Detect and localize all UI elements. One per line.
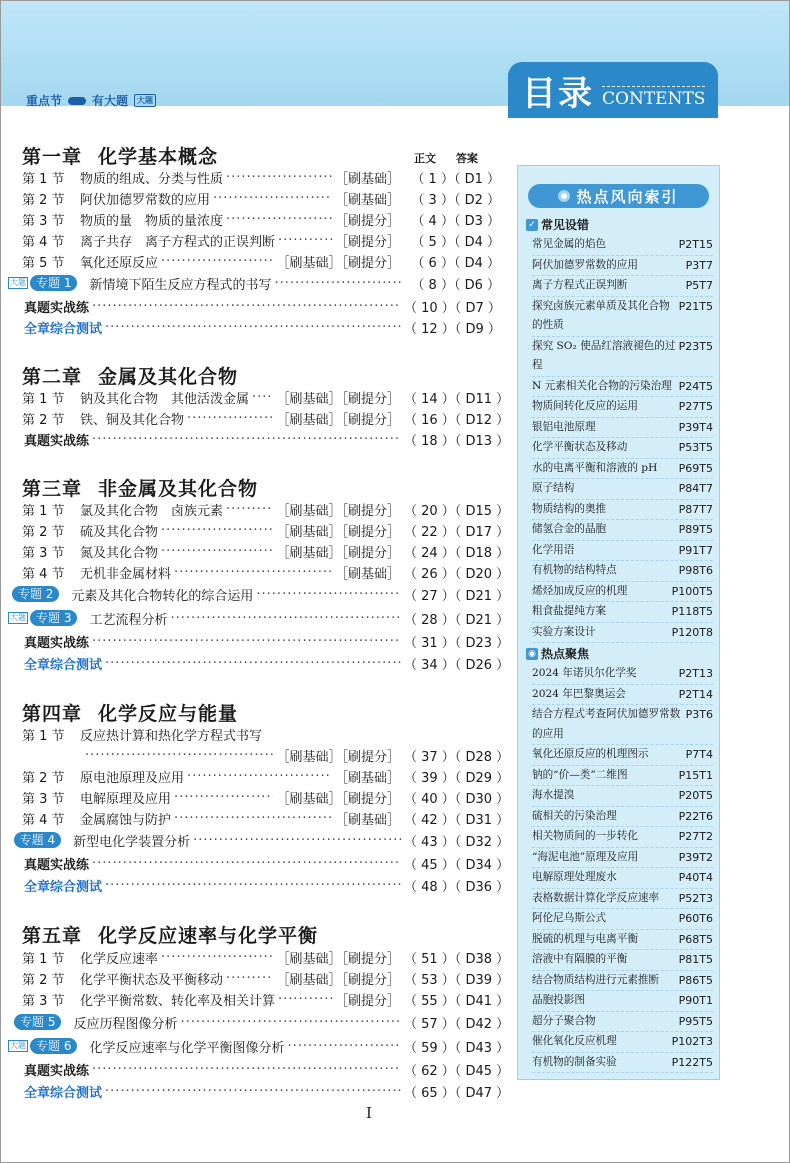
hot-item[interactable] <box>532 337 713 377</box>
hot-item[interactable] <box>532 685 713 706</box>
hot-item[interactable] <box>532 889 713 910</box>
hot-item-title: 化学用语 <box>532 543 575 556</box>
hot-item[interactable] <box>532 786 713 807</box>
hot-item[interactable] <box>532 807 713 828</box>
chapter-heading: 第四章 化学反应与能量 <box>22 703 239 725</box>
hot-item[interactable] <box>532 235 713 256</box>
hot-item-title: “海泥电池”原理及应用 <box>532 850 639 863</box>
bullet-icon <box>558 190 570 202</box>
hot-item[interactable] <box>532 745 713 766</box>
hot-list-focus <box>532 664 713 1073</box>
hot-item-page: P15T1 <box>678 768 713 782</box>
toc-row-special[interactable]: 大题 专题 6 化学反应速率与化学平衡图像分析 ····· （ 59 ）（ D43 ） <box>8 1037 500 1055</box>
hot-item-page: P118T5 <box>671 605 713 618</box>
big-badge-icon: 大题 <box>10 613 26 622</box>
page-number: I <box>366 1104 372 1122</box>
hot-item-title: 储氢合金的晶胞 <box>532 523 607 535</box>
hot-item[interactable] <box>532 479 713 500</box>
col-daan: 答案 <box>455 152 478 165</box>
hot-item-title: 阿伦尼乌斯公式 <box>532 912 607 924</box>
hot-item-title: 电解原理处理废水 <box>532 871 617 883</box>
toc-row[interactable]: 第 2 节 阿伏加德罗常数的应用 ····· ［刷基础］ （ 3 ）（ D2 ） <box>22 189 500 207</box>
chapter-heading: 第一章 化学基本概念 <box>22 146 219 168</box>
hot-item-page: P39T4 <box>678 420 713 434</box>
toc-row[interactable]: 第 3 节 电解原理及应用 ····· ［刷基础］［刷提分］ （ 40 ）（ D30 ） <box>22 788 500 806</box>
hot-item-title: 相关物质间的一步转化 <box>532 830 638 842</box>
hot-item[interactable] <box>532 377 713 398</box>
toc-row-real[interactable]: 真题实战练 ····· （ 18 ）（ D13 ） <box>22 430 500 448</box>
hot-item-page: P91T7 <box>678 543 713 557</box>
hot-item-page: P60T6 <box>678 912 713 925</box>
key-section-label: 重点节 <box>26 94 63 108</box>
hot-item-title: 氧化还原反应的机理图示 <box>532 748 649 760</box>
hot-item-title: 阿伏加德罗常数的应用 <box>532 258 638 271</box>
hot-item[interactable] <box>532 1012 713 1033</box>
hot-item-page: P23T5 <box>678 339 713 353</box>
hot-item-page: P89T5 <box>678 523 713 536</box>
hot-item[interactable] <box>532 520 713 541</box>
hot-item[interactable] <box>532 276 713 297</box>
hot-item[interactable] <box>532 561 713 582</box>
hot-list-common-errors <box>532 235 713 643</box>
toc-row[interactable]: 第 1 节 钠及其化合物 其他活泼金属 ····· ［刷基础］［刷提分］ （ 14 ）（ D11 ） <box>22 388 500 406</box>
hot-item[interactable] <box>532 909 713 930</box>
hot-item[interactable] <box>532 500 713 521</box>
hot-item-title: 物质间转化反应的运用 <box>532 400 638 412</box>
big-badge-icon: 大题 <box>10 278 26 287</box>
hot-item-page: P27T2 <box>678 830 713 843</box>
check-icon: ✓ <box>526 219 538 231</box>
toc-row-special[interactable]: 专题 2 元素及其化合物转化的综合运用 ····· （ 27 ）（ D21 ） <box>8 585 500 603</box>
logo-cn: 目录 <box>522 73 594 114</box>
hot-item[interactable] <box>532 459 713 480</box>
hot-item[interactable] <box>532 541 713 562</box>
hot-item-page: P90T1 <box>678 994 713 1007</box>
hot-item[interactable] <box>532 582 713 603</box>
sidebar-title: 热点风向索引 <box>528 184 709 208</box>
hot-item-page: P87T7 <box>678 502 713 516</box>
hot-item-title: 常见金属的焰色 <box>532 238 607 250</box>
hot-item-title: 钠的“价—类”二维图 <box>532 768 628 781</box>
hot-item[interactable] <box>532 705 713 745</box>
hot-item-page: P27T5 <box>678 400 713 413</box>
hot-item-title: 探究卤族元素单质及其化合物的性质 <box>532 299 670 331</box>
hot-item-page: P21T5 <box>678 299 713 313</box>
hot-item-title: 催化氧化反应机理 <box>532 1035 617 1047</box>
toc-row-real[interactable]: 真题实战练 ····· （ 45 ）（ D34 ） <box>22 854 500 872</box>
hot-item-page: P24T5 <box>678 379 713 393</box>
hot-item[interactable] <box>532 971 713 992</box>
hot-item[interactable] <box>532 950 713 971</box>
toc-row[interactable]: 第 4 节 金属腐蚀与防护 ····· ［刷基础］ （ 42 ）（ D31 ） <box>22 809 500 827</box>
hot-item-title: 脱硫的机理与电离平衡 <box>532 932 638 945</box>
hot-item-title: 2024 年诺贝尔化学奖 <box>532 667 637 679</box>
hot-item-title: 粗食盐提纯方案 <box>532 605 607 617</box>
hot-item-page: P69T5 <box>678 461 713 475</box>
chapter-heading: 第五章 化学反应速率与化学平衡 <box>22 925 319 947</box>
hot-item[interactable] <box>532 397 713 418</box>
hot-item[interactable] <box>532 930 713 951</box>
hot-item-page: P5T7 <box>685 279 713 292</box>
hot-item-title: 有机物的结构特点 <box>532 564 617 576</box>
hot-item-page: P40T4 <box>678 871 713 884</box>
hot-item-page: P3T6 <box>685 708 713 721</box>
hot-item-title: 有机物的制备实验 <box>532 1055 617 1068</box>
toc-row[interactable]: 第 3 节 氮及其化合物 ····· ［刷基础］［刷提分］ （ 24 ）（ D18 ） <box>22 542 500 560</box>
hot-item-title: 离子方程式正误判断 <box>532 279 628 291</box>
hot-index-sidebar <box>517 165 720 1080</box>
toc-row-real[interactable]: 真题实战练 ····· （ 10 ）（ D7 ） <box>22 297 500 315</box>
hot-item-page: P95T5 <box>678 1014 713 1028</box>
big-badge-icon: 大题 <box>134 94 156 107</box>
toc-row[interactable]: 第 1 节 氯及其化合物 卤族元素 ····· ［刷基础］［刷提分］ （ 20 ）（ D15 ） <box>22 500 500 518</box>
hot-item-page: P52T3 <box>678 891 713 905</box>
hot-item-title: 海水提溴 <box>532 789 575 801</box>
toc-row[interactable]: 第 1 节 反应热计算和热化学方程式书写 <box>22 728 263 744</box>
chapter-heading: 第三章 非金属及其化合物 <box>22 478 259 500</box>
hot-item-page: P98T6 <box>678 564 713 577</box>
col-zhengwen: 正文 <box>414 152 436 165</box>
hot-item-page: P2T15 <box>678 238 713 251</box>
toc-row[interactable]: 第 4 节 无机非金属材料 ····· ［刷基础］ （ 26 ）（ D20 ） <box>22 563 500 581</box>
big-badge-icon: 大题 <box>10 1041 26 1050</box>
sidebar-sub-heading: ✓ 常见设错 <box>526 216 719 233</box>
hot-item[interactable] <box>532 418 713 439</box>
toc-row[interactable]: ····· ［刷基础］［刷提分］ （ 37 ）（ D28 ） <box>22 746 500 764</box>
hot-item-title: 晶胞投影图 <box>532 994 585 1006</box>
toc-row-special[interactable]: 专题 4 新型电化学装置分析 ····· （ 43 ）（ D32 ） <box>8 831 500 849</box>
hot-item-page: P3T7 <box>685 258 713 272</box>
hot-item[interactable] <box>532 1032 713 1053</box>
toc-row[interactable]: 第 4 节 离子共存 离子方程式的正误判断 ····· ［刷提分］ （ 5 ）（ D4 ） <box>22 231 500 249</box>
hot-item-title: 银铝电池原理 <box>532 420 596 433</box>
toc-row-test[interactable]: 全章综合测试 ····· （ 34 ）（ D26 ） <box>22 654 500 672</box>
hot-item-page: P68T5 <box>678 932 713 946</box>
hot-item-page: P20T5 <box>678 789 713 802</box>
toc-row-test[interactable]: 全章综合测试 ····· （ 65 ）（ D47 ） <box>22 1082 500 1100</box>
focus-icon: ◉ <box>526 648 538 660</box>
hot-item-title: 硫相关的污染治理 <box>532 809 617 822</box>
sidebar-sub-heading: ◉ 热点聚焦 <box>526 645 719 662</box>
toc-row-real[interactable]: 真题实战练 ····· （ 62 ）（ D45 ） <box>22 1060 500 1078</box>
toc-row[interactable]: 第 2 节 铁、铜及其化合物 ····· ［刷基础］［刷提分］ （ 16 ）（ D12 ） <box>22 409 500 427</box>
hot-item-page: P120T8 <box>671 625 713 639</box>
hot-item-page: P100T5 <box>671 584 713 598</box>
big-question-label: 有大题 <box>92 94 129 108</box>
hot-item[interactable] <box>532 827 713 848</box>
hot-item[interactable] <box>532 766 713 787</box>
hot-item-page: P7T4 <box>685 748 713 761</box>
hot-item[interactable] <box>532 623 713 644</box>
hot-item-title: 水的电离平衡和溶液的 pH <box>532 461 658 474</box>
toc-row[interactable]: 第 5 节 氧化还原反应 ····· ［刷基础］［刷提分］ （ 6 ）（ D4 ） <box>22 252 500 270</box>
key-pill-icon <box>68 97 86 105</box>
hot-item[interactable] <box>532 256 713 277</box>
hot-item[interactable] <box>532 438 713 459</box>
hot-item-page: P53T5 <box>678 441 713 454</box>
logo-en: CONTENTS <box>602 86 705 109</box>
hot-item[interactable] <box>532 602 713 623</box>
hot-item-title: 原子结构 <box>532 482 575 494</box>
hot-item-title: 烯烃加成反应的机理 <box>532 584 628 597</box>
hot-item-page: P22T6 <box>678 809 713 823</box>
hot-item-title: 化学平衡状态及移动 <box>532 441 628 453</box>
toc-row[interactable]: 第 2 节 原电池原理及应用 ····· ［刷基础］ （ 39 ）（ D29 ） <box>22 767 500 785</box>
hot-item-title: 2024 年巴黎奥运会 <box>532 687 626 700</box>
column-heads <box>414 150 494 166</box>
hot-item-page: P81T5 <box>678 953 713 966</box>
toc-row[interactable]: 第 3 节 物质的量 物质的量浓度 ····· ［刷提分］ （ 4 ）（ D3 ） <box>22 210 500 228</box>
hot-item-page: P86T5 <box>678 973 713 987</box>
chapter-heading: 第二章 金属及其化合物 <box>22 366 239 388</box>
hot-item-page: P39T2 <box>678 850 713 864</box>
toc-row-special[interactable]: 专题 5 反应历程图像分析 ····· （ 57 ）（ D42 ） <box>8 1013 500 1031</box>
legend-keys <box>26 92 156 109</box>
hot-item[interactable] <box>532 868 713 889</box>
toc-row-test[interactable]: 全章综合测试 ····· （ 48 ）（ D36 ） <box>22 876 500 894</box>
hot-item-title: 表格数据计算化学反应速率 <box>532 891 660 904</box>
hot-item-title: 探究 SO₂ 使品红溶液褪色的过程 <box>532 339 676 371</box>
hot-item[interactable] <box>532 991 713 1012</box>
hot-item-title: 实验方案设计 <box>532 625 596 638</box>
hot-item-page: P2T13 <box>678 667 713 680</box>
toc-row-special[interactable]: 大题 专题 3 工艺流程分析 ····· （ 28 ）（ D21 ） <box>8 609 500 627</box>
toc-row[interactable]: 第 2 节 硫及其化合物 ····· ［刷基础］［刷提分］ （ 22 ）（ D17 ） <box>22 521 500 539</box>
hot-item[interactable] <box>532 297 713 337</box>
hot-item-title: 结合方程式考查阿伏加德罗常数的应用 <box>532 708 681 740</box>
toc-row[interactable]: 第 2 节 化学平衡状态及平衡移动 ····· ［刷基础］［刷提分］ （ 53 ）（ D39 ） <box>22 969 500 987</box>
toc-row-special[interactable]: 大题 专题 1 新情境下陌生反应方程式的书写 ····· （ 8 ）（ D6 ） <box>8 274 500 292</box>
hot-item-title: N 元素相关化合物的污染治理 <box>532 379 672 392</box>
toc-row[interactable]: 第 1 节 化学反应速率 ····· ［刷基础］［刷提分］ （ 51 ）（ D38 ） <box>22 948 500 966</box>
contents-logo <box>508 62 718 118</box>
hot-item-title: 物质结构的奥推 <box>532 502 607 515</box>
toc-row-real[interactable]: 真题实战练 ····· （ 31 ）（ D23 ） <box>22 632 500 650</box>
toc-row-test[interactable]: 全章综合测试 ····· （ 12 ）（ D9 ） <box>22 318 500 336</box>
hot-item-title: 结合物质结构进行元素推断 <box>532 973 660 986</box>
hot-item[interactable] <box>532 1053 713 1074</box>
hot-item-title: 超分子聚合物 <box>532 1014 596 1027</box>
hot-item-title: 溶液中有隔膜的平衡 <box>532 953 628 965</box>
hot-item-page: P84T7 <box>678 482 713 495</box>
toc-row[interactable]: 第 1 节 物质的组成、分类与性质 ····· ［刷基础］ （ 1 ）（ D1 ） <box>22 168 500 186</box>
hot-item-page: P102T3 <box>671 1035 713 1048</box>
hot-item[interactable] <box>532 664 713 685</box>
toc-row[interactable]: 第 3 节 化学平衡常数、转化率及相关计算 ····· ［刷提分］ （ 55 ）（ D41 ） <box>22 990 500 1008</box>
hot-item[interactable] <box>532 848 713 869</box>
hot-item-page: P2T14 <box>678 687 713 701</box>
hot-item-page: P122T5 <box>671 1055 713 1069</box>
